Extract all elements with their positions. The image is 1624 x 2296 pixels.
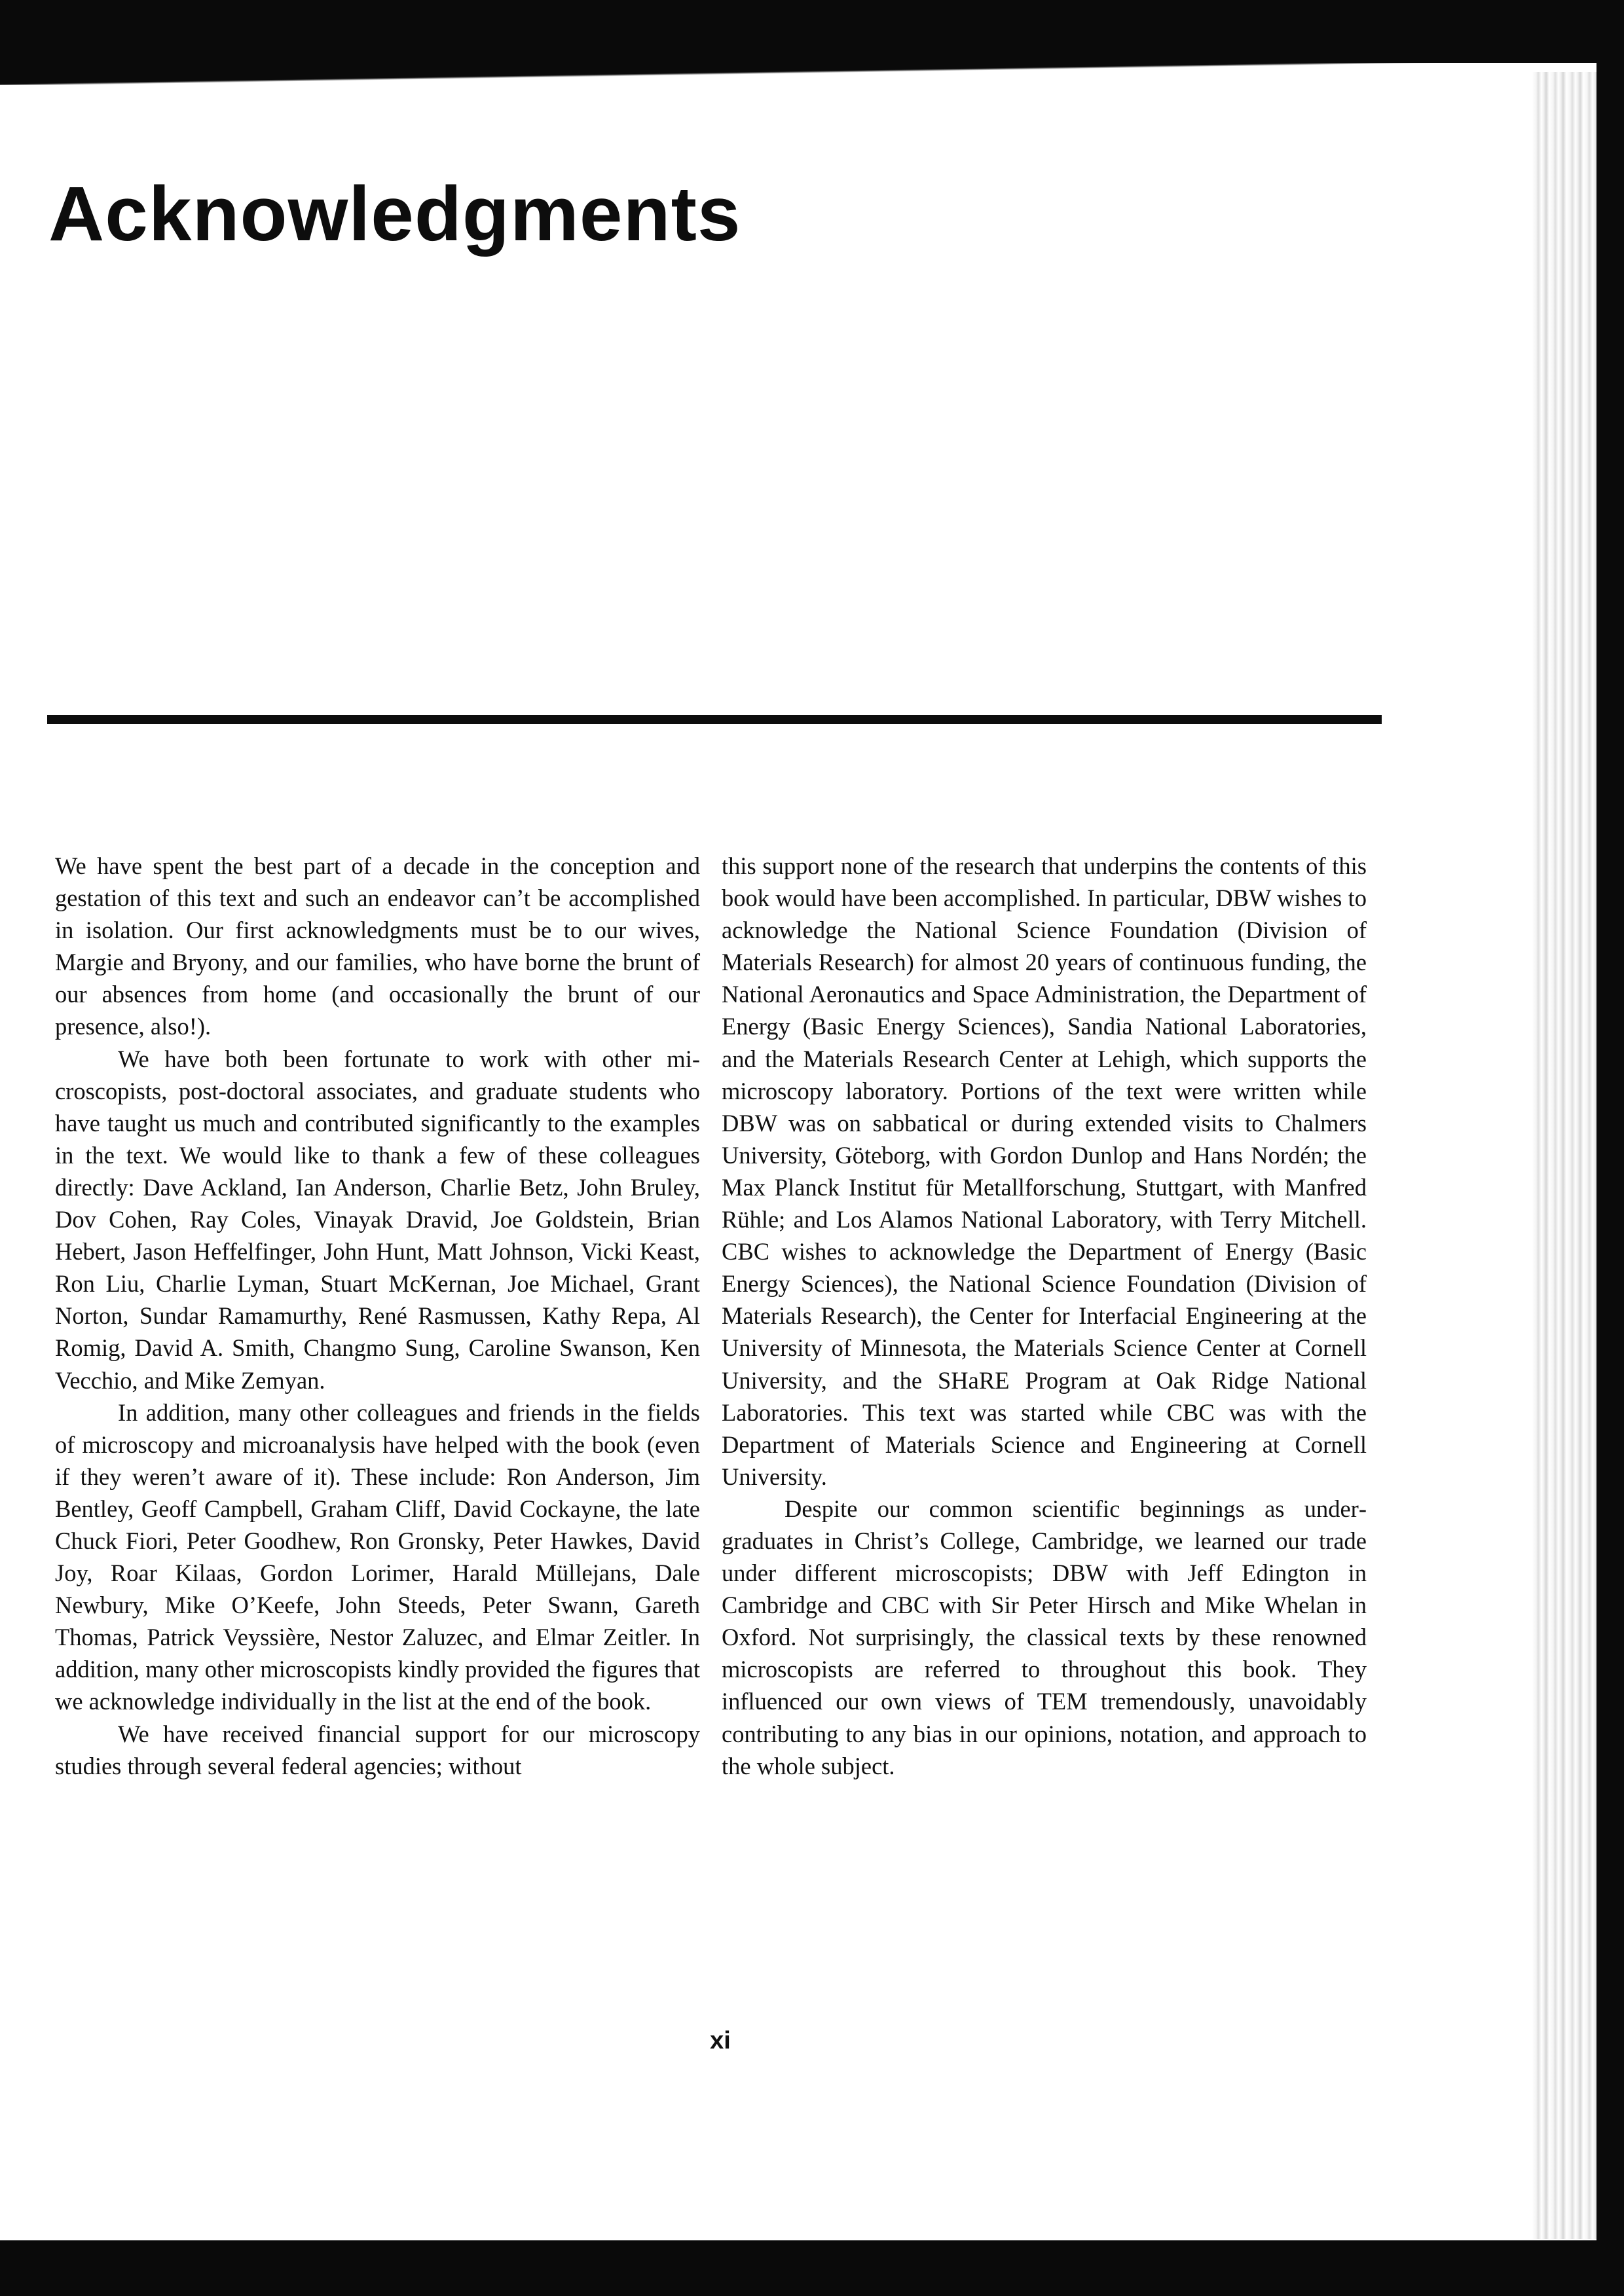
paragraph: Despite our common scientific beginnings as undergraduates in Christ’s College, Cambridge, we learned our trade under different microscopists; DBW with Jeff Edington in Cambridge and CBC with Sir Peter Hirsch and Mike Whelan in Oxford. Not surprisingly, the classical texts by these renowned microscopists are referred to throughout this book. They influenced our own views of TEM tremendously, unavoidably contributing to any bias in our opinions, notation, and approach to the whole subject. [722,1495,1367,1779]
text-column-left [55,850,700,1782]
page-number: xi [710,2027,731,2054]
paragraph: We have received financial support for our microscopy studies through several federal agencies; without [55,1720,700,1779]
paragraph: We have both been fortunate to work with other microscopists, post-doctoral associates, and graduate students who have taught us much and contributed significantly to the examples in the text. We would like to thank a few of these colleagues directly: Dave Ackland, Ian Anderson, Charlie Betz, John Bruley, Dov Cohen, Ray Coles, Vinayak Dravid, Joe Goldstein, Brian Hebert, Jason Heffelfinger, John Hunt, Matt Johnson, Vicki Keast, Ron Liu, Charlie Lyman, Stuart McKernan, Joe Michael, Grant Norton, Sundar Ramamurthy, René Rasmussen, Kathy Repa, Al Romig, David A. Smith, Changmo Sung, Caroline Swanson, Ken Vecchio, and Mike Zemyan. [55,1045,700,1394]
scan-border-bottom [0,2240,1624,2296]
title-rule [47,715,1382,724]
text-column-right [722,850,1367,1782]
scan-border-top-shadow [0,59,1624,85]
scan-page-edge [1532,72,1596,2239]
scan-border-top [0,0,1624,63]
scan-border-right [1596,0,1624,2296]
paragraph: In addition, many other colleagues and friends in the fields of microscopy and microanalysis have helped with the book (even if they weren’t aware of it). These include: Ron Anderson, Jim Bentley, Geoff Campbell, Graham Cliff, David Cockayne, the late Chuck Fiori, Peter Goodhew, Ron Gronsky, Peter Hawkes, David Joy, Roar Kilaas, Gordon Lorimer, Harald Müllejans, Dale Newbury, Mike O’Keefe, John Steeds, Peter Swann, Gareth Thomas, Patrick Veyssière, Nestor Zaluzec, and Elmar Zeitler. In addition, many other microscopists kindly provided the figures that we acknowledge individually in the list at the end of the book. [55,1398,700,1715]
page-title: Acknowledgments [48,171,741,257]
paragraph: We have spent the best part of a decade in the conception and gestation of this text and such an endeavor can’t be accomplished in isolation. Our first acknowledgments must be to our wives, Margie and Bryony, and our families, who have borne the brunt of our absences from home (and occasionally the brunt of our presence, also!). [55,852,700,1040]
paragraph: this support none of the research that underpins the contents of this book would have been accomplished. In particular, DBW wishes to acknowledge the National Science Foundation (Division of Materials Research) for almost 20 years of continuous funding, the National Aeronautics and Space Administration, the Department of Energy (Basic Energy Sciences), Sandia National Laboratories, and the Materials Research Center at Lehigh, which supports the microscopy laboratory. Portions of the text were written while DBW was on sabbatical or during extended visits to Chalmers University, Göteborg, with Gordon Dunlop and Hans Nordén; the Max Planck Institut für Metallforschung, Stuttgart, with Manfred Rühle; and Los Alamos National Laboratory, with Terry Mitchell. CBC wishes to acknowledge the Department of Energy (Basic Energy Sciences), the National Science Foundation (Division of Materials Research), the Center for Interfacial Engineering at the University of Minnesota, the Materials Science Center at Cornell University, and the SHaRE Program at Oak Ridge National Laboratories. This text was started while CBC was with the Department of Materials Science and Engineering at Cornell University. [722,852,1367,1490]
